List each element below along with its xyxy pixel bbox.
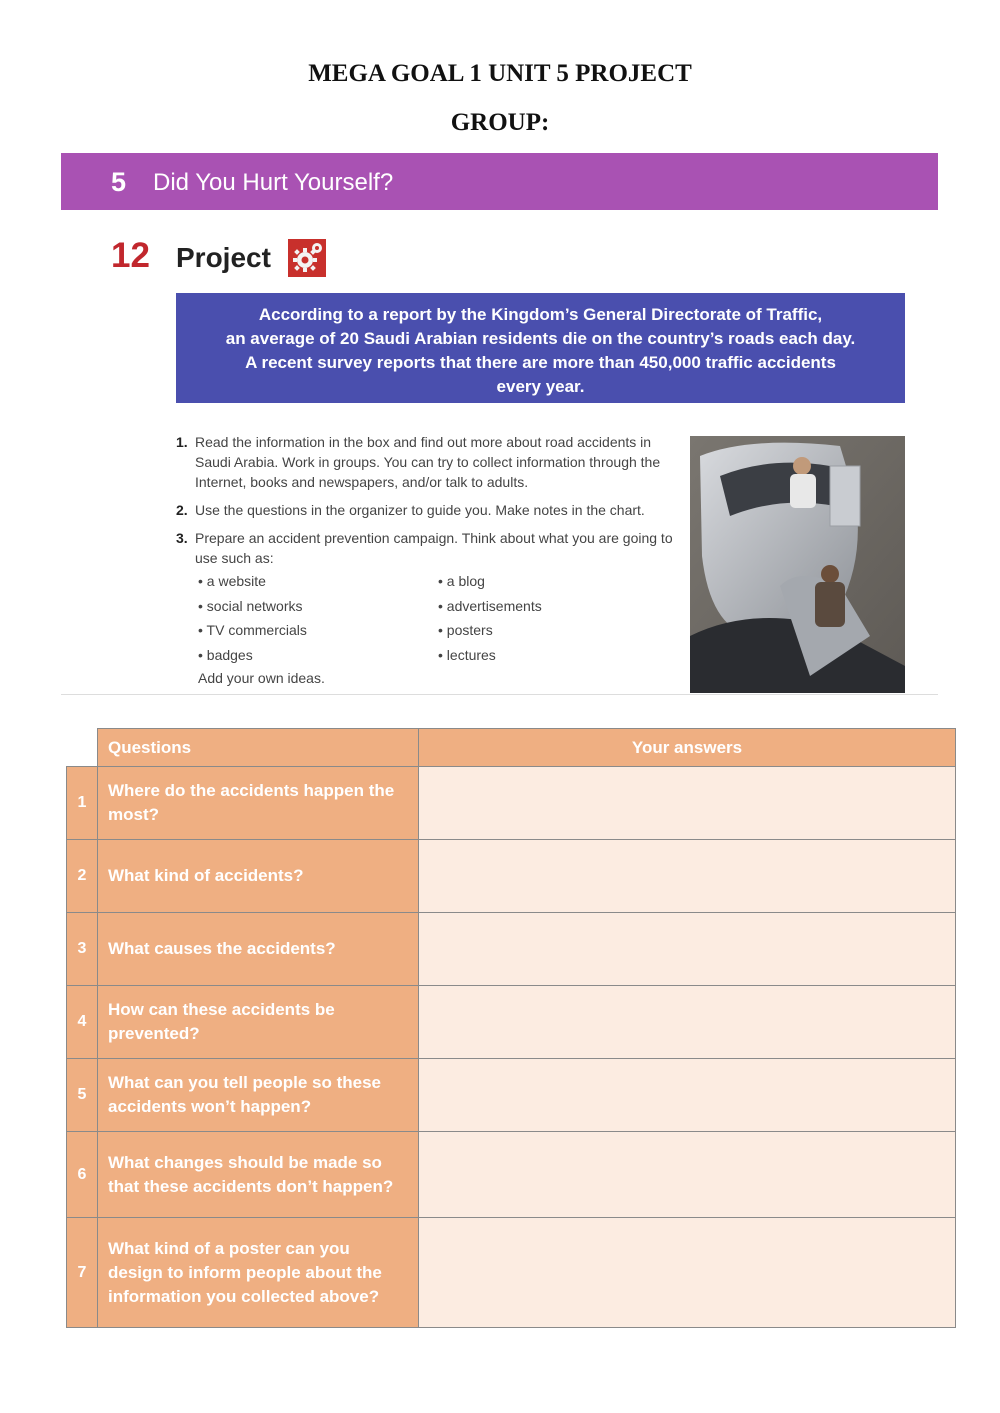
campaign-option: • a blog xyxy=(438,573,485,589)
table-row xyxy=(67,1132,956,1218)
unit-banner xyxy=(61,153,938,210)
campaign-option: • lectures xyxy=(438,647,496,663)
row-number: 4 xyxy=(67,986,98,1059)
unit-title: Did You Hurt Yourself? xyxy=(153,169,394,196)
campaign-option: • advertisements xyxy=(438,598,542,614)
info-line: an average of 20 Saudi Arabian residents die on the country’s roads each day. xyxy=(225,329,856,348)
question-cell: What kind of a poster can you design to inform people about the information you collected above? xyxy=(98,1218,419,1328)
instruction-step xyxy=(176,528,686,568)
answer-cell[interactable] xyxy=(419,1218,956,1328)
question-organizer-table xyxy=(66,728,956,1328)
table-header-row xyxy=(67,729,956,767)
question-cell: What causes the accidents? xyxy=(98,913,419,986)
row-number: 2 xyxy=(67,840,98,913)
row-number: 6 xyxy=(67,1132,98,1218)
unit-number: 5 xyxy=(111,167,127,197)
answer-cell[interactable] xyxy=(419,1132,956,1218)
campaign-option: • posters xyxy=(438,622,493,638)
step-number: 3. xyxy=(176,530,188,546)
step-text: Use the questions in the organizer to guide you. Make notes in the chart. xyxy=(195,502,645,518)
corner-cell xyxy=(67,729,98,767)
page-separator xyxy=(61,694,938,702)
campaign-option: • social networks xyxy=(198,598,303,614)
answer-cell[interactable] xyxy=(419,913,956,986)
info-line: According to a report by the Kingdom’s General Directorate of Traffic, xyxy=(258,305,823,324)
answer-cell[interactable] xyxy=(419,986,956,1059)
campaign-option: • badges xyxy=(198,647,253,663)
answer-cell[interactable] xyxy=(419,767,956,840)
question-cell: Where do the accidents happen the most? xyxy=(98,767,419,840)
step-number: 2. xyxy=(176,502,188,518)
row-number: 3 xyxy=(67,913,98,986)
gear-icon xyxy=(288,239,326,277)
answer-cell[interactable] xyxy=(419,840,956,913)
worksheet-title: MEGA GOAL 1 UNIT 5 PROJECT xyxy=(308,60,692,87)
step-number: 1. xyxy=(176,434,188,450)
instruction-step xyxy=(176,500,686,520)
project-number: 12 xyxy=(111,236,150,275)
answer-cell[interactable] xyxy=(419,1059,956,1132)
table-row xyxy=(67,986,956,1059)
questions-header: Questions xyxy=(98,729,419,767)
question-cell: What changes should be made so that these accidents don’t happen? xyxy=(98,1132,419,1218)
info-box xyxy=(176,293,905,403)
project-label: Project xyxy=(176,242,271,273)
question-cell: How can these accidents be prevented? xyxy=(98,986,419,1059)
table-row xyxy=(67,767,956,840)
row-number: 1 xyxy=(67,767,98,840)
table-row xyxy=(67,1218,956,1328)
row-number: 7 xyxy=(67,1218,98,1328)
group-label: GROUP: xyxy=(450,109,550,136)
step-text: Prepare an accident prevention campaign. Think about what you are going to use such as: xyxy=(195,530,673,566)
step-text: Read the information in the box and find out more about road accidents in Saudi Arabia. Work in groups. You can try to collect information through the Internet, books and newspapers, and/or talk to adults. xyxy=(195,434,661,490)
question-cell: What can you tell people so these accidents won’t happen? xyxy=(98,1059,419,1132)
table-row xyxy=(67,913,956,986)
instruction-step xyxy=(176,432,686,492)
answers-header: Your answers xyxy=(419,729,956,767)
add-own-ideas: Add your own ideas. xyxy=(198,670,325,686)
table-row xyxy=(67,840,956,913)
table-row xyxy=(67,1059,956,1132)
campaign-option: • a website xyxy=(198,573,266,589)
info-line: A recent survey reports that there are more than 450,000 traffic accidents xyxy=(245,353,836,372)
campaign-option: • TV commercials xyxy=(198,622,307,638)
question-cell: What kind of accidents? xyxy=(98,840,419,913)
info-line: every year. xyxy=(496,377,585,396)
accident-photo xyxy=(690,436,905,693)
row-number: 5 xyxy=(67,1059,98,1132)
